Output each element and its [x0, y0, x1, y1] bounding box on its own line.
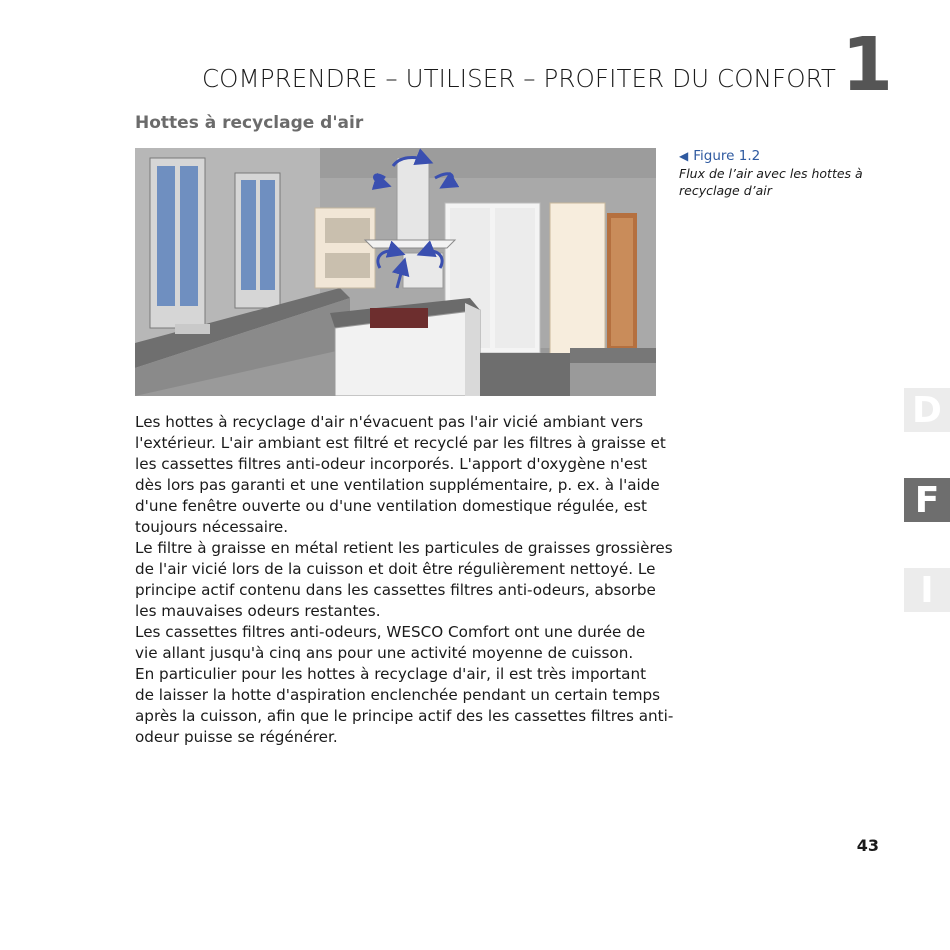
figure-caption-text	[679, 165, 879, 199]
body-text	[135, 412, 674, 748]
body-line: toujours nécessaire.	[135, 518, 289, 536]
body-line: de laisser la hotte d'aspiration enclenchée pendant un certain temps	[135, 686, 661, 704]
body-line: de l'air vicié lors de la cuisson et doit être régulièrement nettoyé. Le	[135, 560, 656, 578]
figure-label-text: Figure 1.2	[693, 148, 761, 164]
language-tab-d[interactable]: D	[904, 388, 950, 432]
kitchen-illustration	[135, 148, 656, 396]
figure-caption	[679, 147, 879, 199]
section-heading: Hottes à recyclage d'air	[135, 113, 364, 133]
language-tab-i[interactable]: I	[904, 568, 950, 612]
body-line: Les cassettes filtres anti-odeurs, WESCO Comfort ont une durée de	[135, 623, 646, 641]
body-line: d'une fenêtre ouverte ou d'une ventilation domestique régulée, est	[135, 497, 648, 515]
language-tab-f[interactable]: F	[904, 478, 950, 522]
body-line: Le filtre à graisse en métal retient les particules de graisses grossières	[135, 539, 673, 557]
caption-line: Flux de l’air avec les hottes à	[679, 166, 863, 181]
figure-label	[679, 147, 879, 165]
kitchen-recirculation-drawing	[135, 148, 656, 396]
body-line: l'extérieur. L'air ambiant est filtré et recyclé par les filtres à graisse et	[135, 434, 666, 452]
body-line: odeur puisse se régénérer.	[135, 728, 338, 746]
body-line: les cassettes filtres anti-odeur incorporés. L'apport d'oxygène n'est	[135, 455, 648, 473]
chapter-title: COMPRENDRE – UTILISER – PROFITER DU CONFORT	[201, 64, 836, 93]
body-line: après la cuisson, afin que le principe actif des les cassettes filtres anti-	[135, 707, 674, 725]
body-line: principe actif contenu dans les cassettes filtres anti-odeurs, absorbe	[135, 581, 656, 599]
body-line: dès lors pas garanti et une ventilation supplémentaire, p. ex. à l'aide	[135, 476, 660, 494]
body-line: Les hottes à recyclage d'air n'évacuent pas l'air vicié ambiant vers	[135, 413, 643, 431]
body-line: En particulier pour les hottes à recyclage d'air, il est très important	[135, 665, 647, 683]
body-line: les mauvaises odeurs restantes.	[135, 602, 381, 620]
body-line: vie allant jusqu'à cinq ans pour une activité moyenne de cuisson.	[135, 644, 634, 662]
page-number: 43	[856, 836, 879, 855]
caption-line: recyclage d’air	[679, 183, 772, 198]
left-triangle-icon: ◀	[679, 149, 689, 163]
chapter-number: 1	[841, 22, 893, 108]
